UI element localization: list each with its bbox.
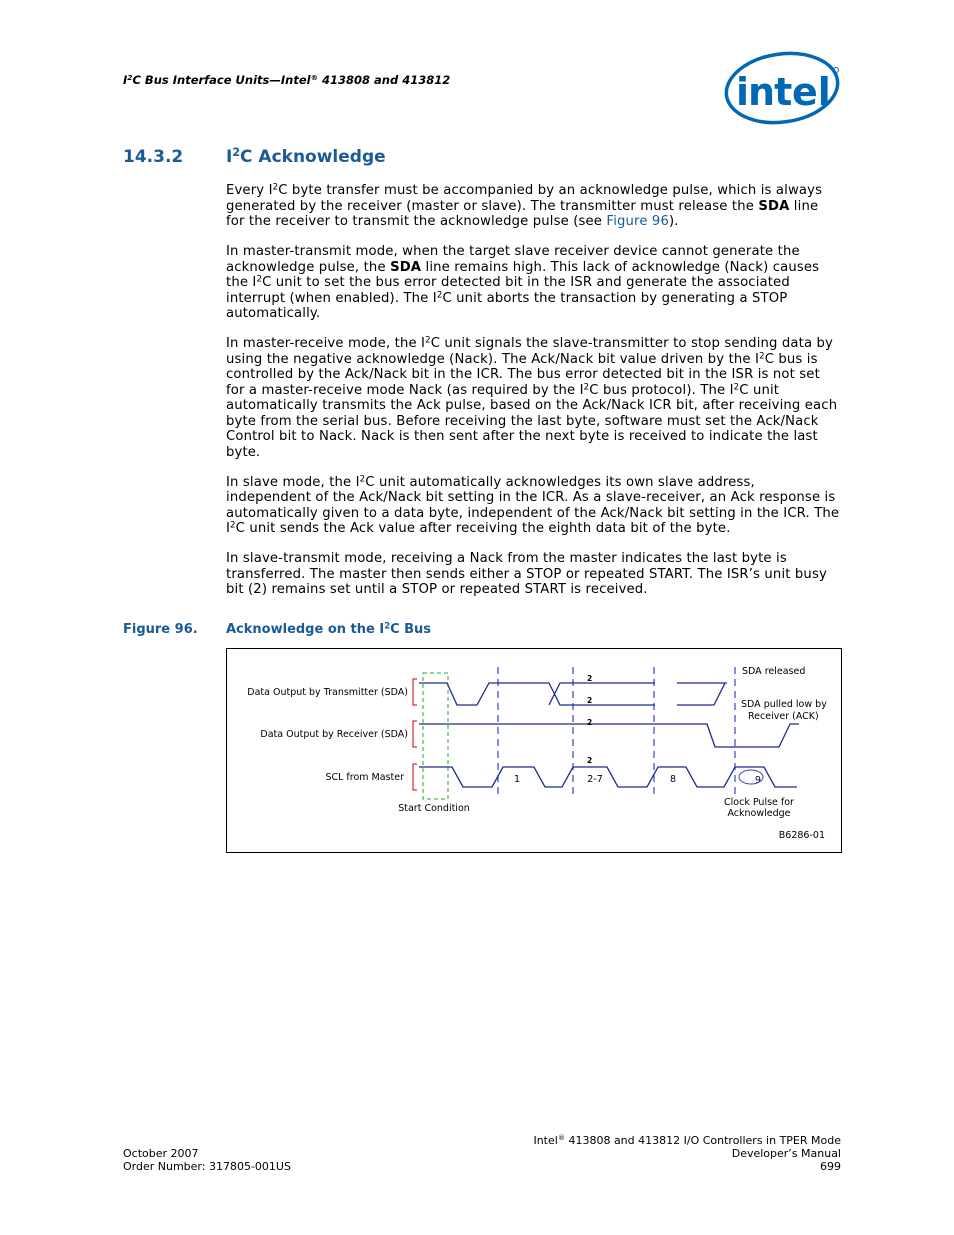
svg-text:2: 2 [587,674,593,683]
section-heading: 14.3.2 $I^2C$ Acknowledge [123,145,386,167]
scl-signal-label: SCL from Master [325,772,404,783]
pulse-label-9: 9 [754,775,762,786]
tx-signal-label: Data Output by Transmitter (SDA) [247,687,408,698]
page-number: 699 [820,1160,841,1173]
pulse-label-1: 1 [513,774,521,785]
clock-pulse-label-line1: Clock Pulse for [724,797,794,808]
rx-signal-label: Data Output by Receiver (SDA) [260,729,408,740]
sda-released-label: SDA released [742,666,806,677]
sda-pulled-label-line1: SDA pulled low by [741,699,827,710]
footer-right [533,1134,841,1173]
pulse-label-2-7: 2-7 [587,774,603,785]
pulse-label-8: 8 [669,774,677,785]
timing-markers [498,667,735,794]
figure-96-link[interactable]: Figure 96 [606,214,670,229]
section-number: 14.3.2 [123,147,184,167]
paragraph-2: In master-transmit mode, when the target slave receiver device cannot generate the acknowledge pulse, the SDA line remains high. This lack of acknowledge (Nack) causes the $I^2C$ unit to set the bus error detected bit in the ISR and generate the associated interrupt (when enabled). The $I^2C$ unit aborts the transaction by generating a STOP automatically. [226,244,820,321]
running-header: $I^2C$ Bus Interface Units—Intel® 413808 and 413812 [123,72,451,87]
paragraph-3: In master-receive mode, the $I^2C$ unit signals the slave-transmitter to stop sending data by using the negative acknowledge (Nack). The Ack/Nack bit value driven by the $I^2C$ bus is controlled by the Ack/Nack bit in the ICR. The bus error detected bit in the ISR is not set for a master-receive mode Nack (as required by the $I^2C$ bus protocol). The $I^2C$ unit automatically transmits the Ack pulse, based on the Ack/Nack ICR bit, after receiving each byte from the serial bus. Before receiving the last byte, software must set the Ack/Nack Control bit to Nack. Nack is then sent after the next byte is received to indicate the last byte. [226,335,838,460]
figure-caption: Figure 96. Acknowledge on the $I^2C$ Bus [123,620,432,637]
paragraph-1: Every $I^2C$ byte transfer must be accompanied by an acknowledge pulse, which is always generated by the receiver (master or slave). The transmitter must release the SDA line for the receiver to transmit the acknowledge pulse (see Figure 96). [226,182,823,229]
intel-logo [724,50,844,128]
break-marks [587,674,592,765]
figure-number: Figure 96. [123,622,198,637]
clock-pulse-label-line2: Acknowledge [727,808,791,819]
svg-text:2: 2 [587,696,593,705]
paragraph-5: In slave-transmit mode, receiving a Nack from the master indicates the last byte is transferred. The master then sends either a STOP or repeated START. The ISR’s unit busy bit (2) remains set until a STOP or repeated START is received. [226,551,827,597]
footer-product: Intel® 413808 and 413812 I/O Controllers in TPER Mode [533,1133,841,1147]
svg-text:int: int [736,70,792,114]
svg-text:2: 2 [587,756,593,765]
sda-pulled-label-line2: Receiver (ACK) [748,711,819,722]
footer-date: October 2007 [123,1147,199,1160]
svg-text:2: 2 [587,718,593,727]
footer-manual: Developer’s Manual [731,1147,841,1160]
figure-ref-code: B6286-01 [778,830,825,841]
footer-left [123,1147,291,1173]
timing-diagram [226,648,842,853]
rx-sda-waveform [419,724,799,747]
start-condition-box [423,673,448,799]
footer-order-number: Order Number: 317805-001US [123,1160,291,1173]
start-condition-label: Start Condition [398,803,470,814]
paragraph-4: In slave mode, the $I^2C$ unit automatically acknowledges its own slave address, independent of the Ack/Nack bit setting in the ICR. As a slave-receiver, an Ack response is automatically given to a data byte, independent of the Ack/Nack bit setting in the ICR. The $I^2C$ unit sends the Ack value after receiving the eighth data bit of the byte. [226,473,840,536]
scl-waveform [419,767,797,787]
body-text [226,183,841,612]
signal-brackets [413,679,417,790]
svg-text:el: el [792,70,831,114]
